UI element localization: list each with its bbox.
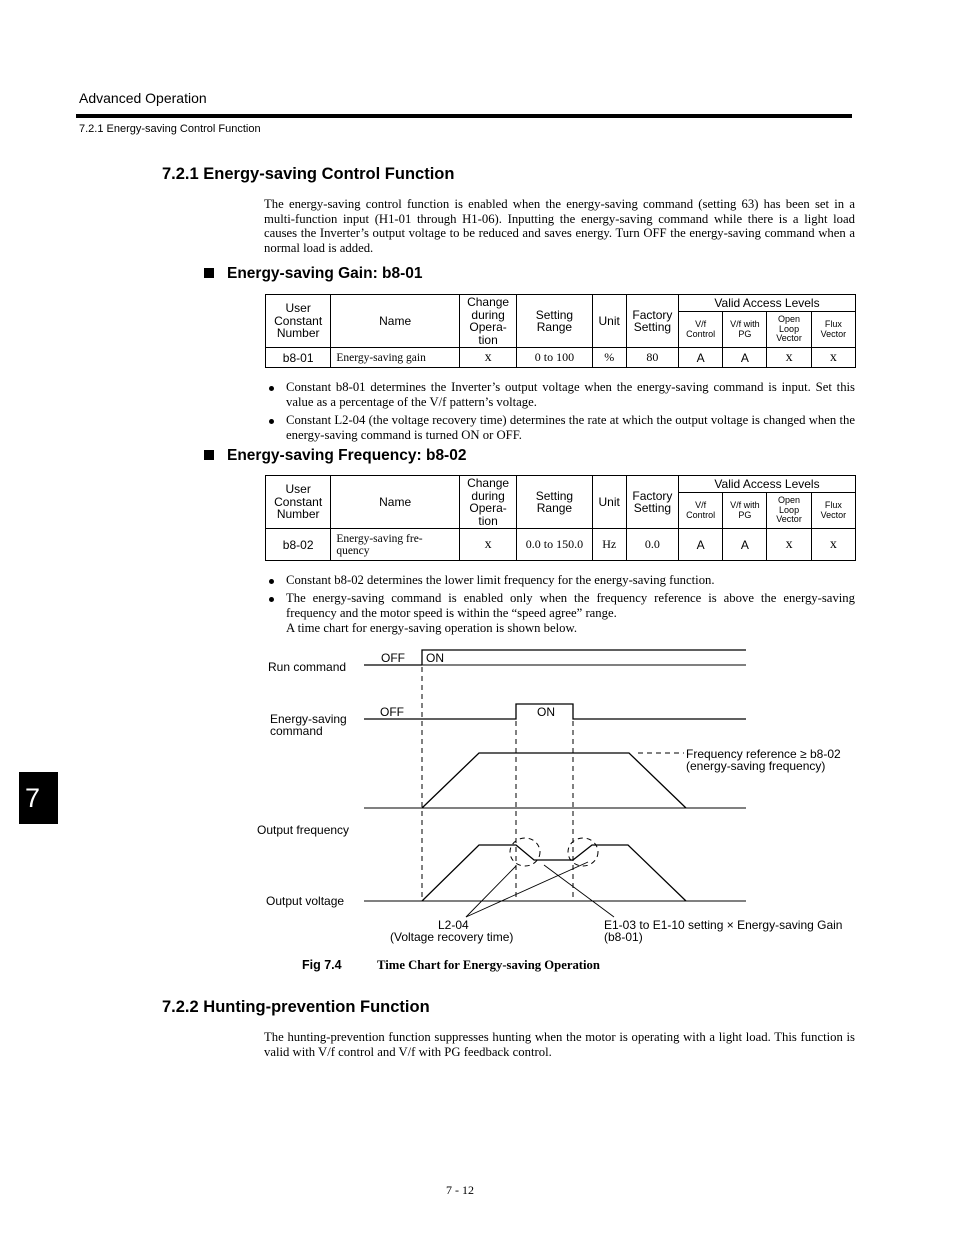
output-voltage-curve: [422, 845, 686, 901]
subsection-frequency-label: Energy-saving Frequency: b8-02: [227, 447, 467, 464]
cell-flux: x: [811, 348, 855, 368]
l204-leader-2: [466, 862, 588, 917]
header-vf-control: V/f Control: [679, 493, 723, 529]
l204-label-2: (Voltage recovery time): [390, 930, 514, 944]
label-run-command: Run command: [268, 660, 347, 674]
subsection-gain-label: Energy-saving Gain: b8-01: [227, 265, 423, 282]
header-change-during-operation: Change during Opera- tion: [459, 295, 516, 348]
cell-number: b8-01: [266, 348, 331, 368]
cell-flux: x: [811, 529, 855, 561]
chapter-tab: 7: [19, 772, 58, 824]
label-energy-saving-command-2: command: [270, 724, 323, 738]
run-off-label: OFF: [381, 651, 405, 665]
header-valid-access-levels: Valid Access Levels: [679, 295, 856, 312]
header-open-loop-vector: Open Loop Vector: [767, 493, 811, 529]
freq-ref-label-2: (energy-saving frequency): [686, 759, 826, 773]
page-number: 7 - 12: [446, 1183, 474, 1197]
energy-saving-command-line: [364, 704, 746, 719]
cell-range: 0 to 100: [517, 348, 592, 368]
header-vf-with-pg: V/f with PG: [723, 493, 767, 529]
run-command-on-line: [422, 650, 746, 665]
e1-leader: [544, 865, 614, 917]
section-title-7-2-1: 7.2.1 Energy-saving Control Function: [162, 165, 455, 183]
running-header-section: Advanced Operation: [79, 90, 207, 106]
es-off-label: OFF: [380, 705, 404, 719]
cell-number: b8-02: [266, 529, 331, 561]
cell-factory: 80: [626, 348, 678, 368]
figure-label: Fig 7.4: [302, 958, 342, 972]
output-frequency-curve: [422, 753, 686, 808]
label-output-frequency: Output frequency: [257, 823, 350, 837]
cell-factory: 0.0: [626, 529, 678, 561]
header-user-constant-number: User Constant Number: [266, 295, 331, 348]
header-name: Name: [331, 295, 460, 348]
cell-range: 0.0 to 150.0: [517, 529, 592, 561]
cell-vf: A: [679, 529, 723, 561]
header-factory-setting: Factory Setting: [626, 476, 678, 529]
header-unit: Unit: [592, 295, 626, 348]
cell-name: Energy-saving gain: [331, 348, 460, 368]
header-change-during-operation: Change during Opera- tion: [459, 476, 516, 529]
cell-olv: x: [767, 348, 811, 368]
freq-ref-label-1: Frequency reference ≥ b8-02: [686, 747, 841, 761]
section-2-body: The hunting-prevention function suppresses hunting when the motor is operating with a light load. This function is valid with V/f control and V/f with PG feedback control.: [264, 1030, 855, 1059]
cell-change: x: [459, 529, 516, 561]
header-vf-with-pg: V/f with PG: [723, 312, 767, 348]
header-flux-vector: Flux Vector: [811, 493, 855, 529]
bullet-text: The energy-saving command is enabled only when the frequency reference is above the energy-saving frequency and the motor speed is within the “speed agree” range.: [286, 591, 855, 620]
header-user-constant-number: User Constant Number: [266, 476, 331, 529]
cell-vf: A: [679, 348, 723, 368]
header-valid-access-levels: Valid Access Levels: [679, 476, 856, 493]
header-vf-control: V/f Control: [679, 312, 723, 348]
label-output-voltage: Output voltage: [266, 894, 345, 908]
bullet-text: Constant b8-01 determines the Inverter’s output voltage when the energy-saving command is input. Set this value as a percentage of the V/f pattern’s voltage.: [286, 380, 855, 409]
header-unit: Unit: [592, 476, 626, 529]
cell-change: x: [459, 348, 516, 368]
header-open-loop-vector: Open Loop Vector: [767, 312, 811, 348]
cell-unit: %: [592, 348, 626, 368]
header-name: Name: [331, 476, 460, 529]
header-setting-range: Setting Range: [517, 476, 592, 529]
cell-vfpg: A: [723, 348, 767, 368]
l204-label-1: L2-04: [438, 918, 469, 932]
header-flux-vector: Flux Vector: [811, 312, 855, 348]
cell-vfpg: A: [723, 529, 767, 561]
run-on-label: ON: [426, 651, 444, 665]
header-setting-range: Setting Range: [517, 295, 592, 348]
running-header-subsection: 7.2.1 Energy-saving Control Function: [79, 123, 261, 135]
es-on-label: ON: [537, 705, 555, 719]
l204-leader-1: [466, 866, 516, 917]
cell-name: Energy-saving fre- quency: [331, 529, 460, 561]
figure-caption: Time Chart for Energy-saving Operation: [377, 958, 600, 972]
header-factory-setting: Factory Setting: [626, 295, 678, 348]
section-intro: The energy-saving control function is enabled when the energy-saving command (setting 63) has been set in a multi-function input (H1-01 through H1-06). Inputting the energy-saving command while there is a light load causes the Inverter’s output voltage to be reduced and saves energy. Turn OFF the energy-saving command when a normal load is added.: [264, 197, 855, 255]
bullet-text: Constant L2-04 (the voltage recovery time) determines the rate at which the output voltage is changed when the energy-saving command is turned ON or OFF.: [286, 413, 855, 442]
bullet-text: Constant b8-02 determines the lower limit frequency for the energy-saving function.: [286, 573, 715, 587]
e1-label-1: E1-03 to E1-10 setting × Energy-saving Gain: [604, 918, 843, 932]
section-title-7-2-2: 7.2.2 Hunting-prevention Function: [162, 998, 430, 1016]
label-energy-saving-command-1: Energy-saving: [270, 712, 347, 726]
cell-unit: Hz: [592, 529, 626, 561]
e1-label-2: (b8-01): [604, 930, 643, 944]
cell-olv: x: [767, 529, 811, 561]
bullet-followup: A time chart for energy-saving operation is shown below.: [286, 621, 578, 635]
